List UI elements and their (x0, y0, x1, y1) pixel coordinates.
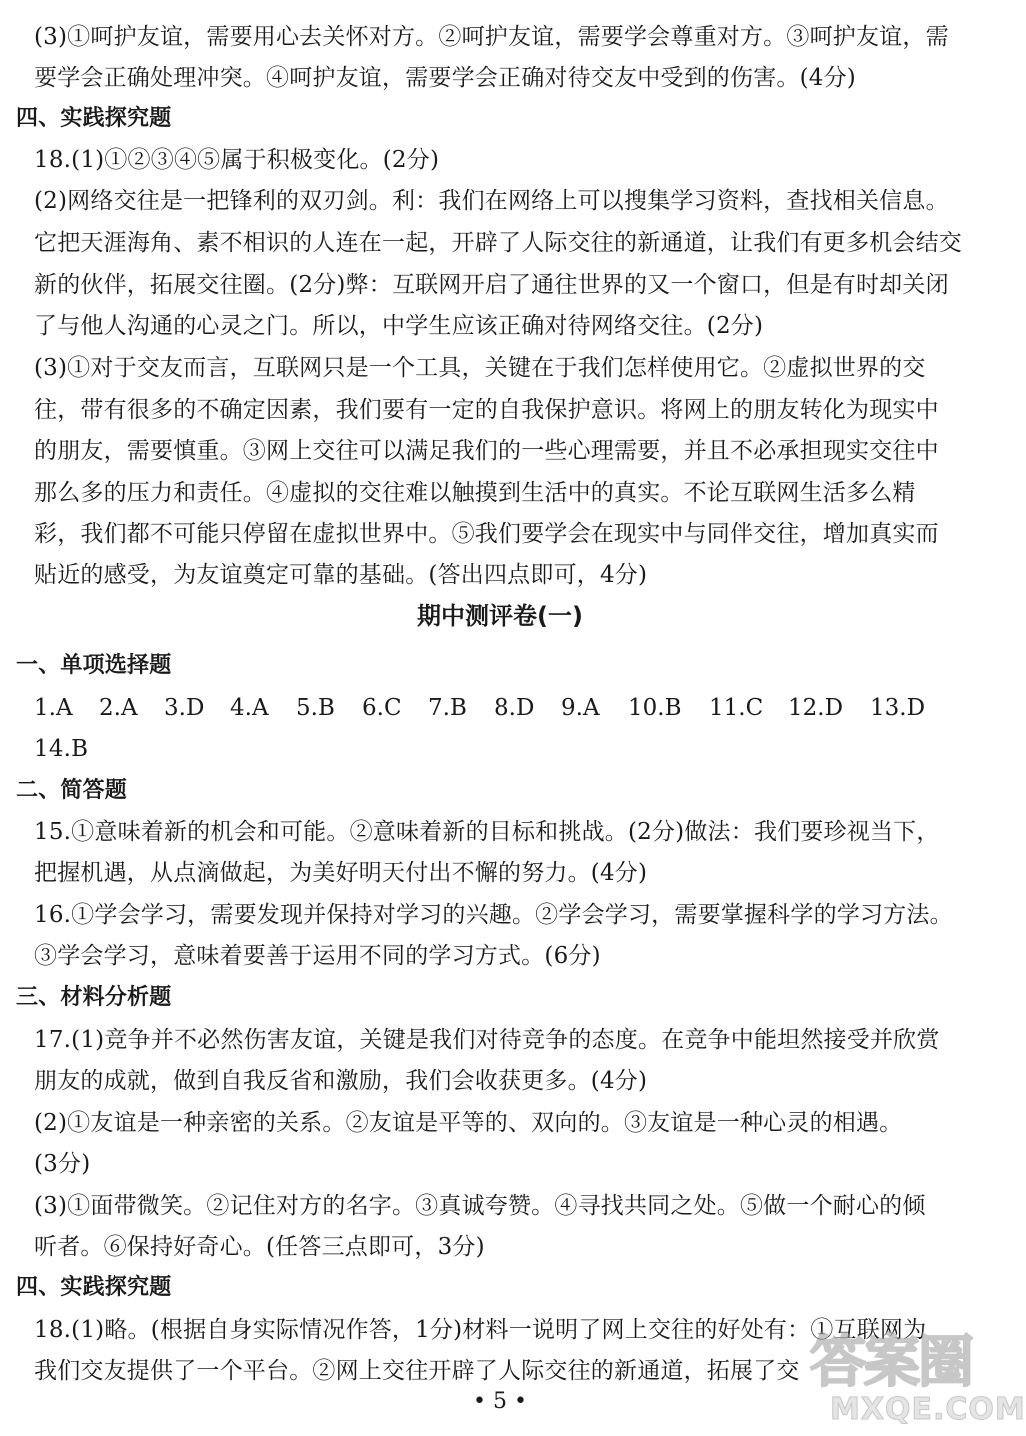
answer-item: 7.B (428, 695, 467, 721)
exam-title: 期中测评卷(一) (417, 602, 583, 630)
answer-row (34, 693, 984, 723)
answer-item: 13.D (870, 695, 926, 721)
answer-item: 8.D (494, 695, 535, 721)
watermark (798, 1318, 1026, 1436)
text-line: 新的伙伴，拓展交往圈。(2分)弊：互联网开启了通往世界的又一个窗口，但是有时却关闭 (34, 272, 949, 298)
text-line: 贴近的感受，为友谊奠定可靠的基础。(答出四点即可，4分) (34, 562, 648, 588)
text-line: (3)①对于交友而言，互联网只是一个工具，关键在于我们怎样使用它。②虚拟世界的交 (34, 355, 926, 381)
text-line: 朋友的成就，做到自我反省和激励，我们会收获更多。(4分) (34, 1068, 648, 1094)
answer-item: 9.A (561, 695, 600, 721)
answer-item: 14.B (34, 736, 89, 762)
section-heading-practice: 四、实践探究题 (16, 106, 172, 131)
text-line: 18.(1)①②③④⑤属于积极变化。(2分) (34, 147, 440, 173)
text-line: 彩，我们都不可能只停留在虚拟世界中。⑤我们要学会在现实中与同伴交往，增加真实而 (34, 521, 939, 547)
text-line: (2)①友谊是一种亲密的关系。②友谊是平等的、双向的。③友谊是一种心灵的相遇。 (34, 1110, 903, 1136)
section-heading-choice: 一、单项选择题 (16, 653, 172, 678)
text-line: 那么多的压力和责任。④虚拟的交往难以触摸到生活中的真实。不论互联网生活多么精 (34, 480, 916, 506)
text-line: (2)网络交往是一把锋利的双刃剑。利：我们在网络上可以搜集学习资料，查找相关信息。 (34, 188, 949, 214)
answer-item: 6.C (362, 695, 402, 721)
answer-item: 1.A (34, 695, 73, 721)
answer-item: 2.A (99, 695, 138, 721)
text-line: 我们交友提供了一个平台。②网上交往开辟了人际交往的新通道，拓展了交 (34, 1358, 800, 1384)
answer-item: 3.D (164, 695, 205, 721)
text-line: 的朋友，需要慎重。③网上交往可以满足我们的一些心理需要，并且不必承担现实交往中 (34, 438, 939, 464)
text-line: 18.(1)略。(根据自身实际情况作答，1分)材料一说明了网上交往的好处有：①互联网为 (34, 1317, 927, 1343)
text-line: 听者。⑥保持好奇心。(任答三点即可，3分) (34, 1234, 485, 1260)
answer-item: 12.D (788, 695, 844, 721)
page-number: • 5 • (473, 1389, 527, 1414)
watermark-logo: 答案圈 (810, 1330, 972, 1395)
text-line: 它把天涯海角、素不相识的人连在一起，开辟了人际交往的新通道，让我们有更多机会结交 (34, 230, 962, 256)
section-heading-practice-2: 四、实践探究题 (16, 1275, 172, 1300)
text-line: 把握机遇，从点滴做起，为美好明天付出不懈的努力。(4分) (34, 860, 648, 886)
text-line: 了与他人沟通的心灵之门。所以，中学生应该正确对待网络交往。(2分) (34, 313, 764, 339)
text-line: (3分) (34, 1151, 91, 1177)
answer-item: 4.A (230, 695, 269, 721)
section-heading-short-answer: 二、简答题 (16, 778, 128, 803)
answer-item: 11.C (709, 695, 764, 721)
text-line: 17.(1)竞争并不必然伤害友谊，关键是我们对待竞争的态度。在竞争中能坦然接受并欣赏 (34, 1027, 940, 1053)
text-line: 16.①学会学习，需要发现并保持对学习的兴趣。②学会学习，需要掌握科学的学习方法。 (34, 902, 953, 928)
text-line: 要学会正确处理冲突。④呵护友谊，需要学会正确对待交友中受到的伤害。(4分) (34, 65, 856, 91)
watermark-url: MXQE.COM (830, 1392, 1026, 1427)
answer-item: 10.B (628, 695, 682, 721)
section-heading-material: 三、材料分析题 (16, 985, 172, 1010)
text-line: 15.①意味着新的机会和可能。②意味着新的目标和挑战。(2分)做法：我们要珍视当下， (34, 819, 940, 845)
text-line: ③学会学习，意味着要善于运用不同的学习方式。(6分) (34, 943, 601, 969)
answer-item: 5.B (296, 695, 335, 721)
text-line: 往，带有很多的不确定因素，我们要有一定的自我保护意识。将网上的朋友转化为现实中 (34, 397, 939, 423)
text-line: (3)①呵护友谊，需要用心去关怀对方。②呵护友谊，需要学会尊重对方。③呵护友谊，需 (34, 24, 949, 50)
text-line: (3)①面带微笑。②记住对方的名字。③真诚夸赞。④寻找共同之处。⑤做一个耐心的倾 (34, 1193, 926, 1219)
